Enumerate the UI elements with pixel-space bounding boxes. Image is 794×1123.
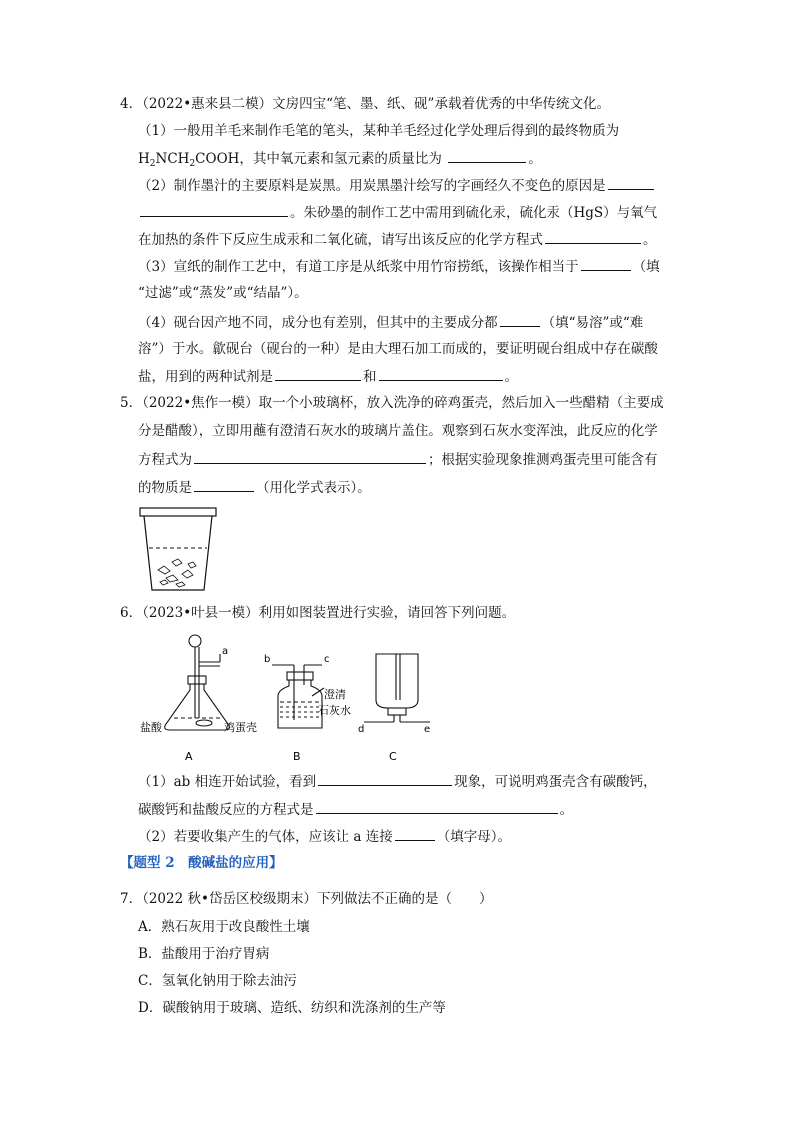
- answer-blank[interactable]: [379, 366, 503, 381]
- q5-line4: 的物质是 （用化学式表示）。: [138, 477, 371, 498]
- q7-stem: 7．（2022 秋•岱岳区校级期末）下列做法不正确的是（ ）: [120, 891, 493, 907]
- label-c: c: [324, 654, 330, 665]
- caption-A: A: [185, 750, 193, 763]
- label-d: d: [358, 724, 365, 735]
- label-b: b: [264, 654, 271, 665]
- section-heading: 【题型 2 酸碱盐的应用】: [120, 855, 283, 871]
- apparatus-figure: [132, 630, 452, 770]
- flask-A: [165, 635, 230, 730]
- answer-blank[interactable]: [316, 799, 558, 814]
- label-limewater-2: 石灰水: [318, 704, 351, 717]
- q4-part1-line2: $H_2NCH_2COOH$，其中氧元素和氢元素的质量比为 。: [138, 148, 542, 169]
- q4-part4-line1: （4）砚台因产地不同，成分也有差别，但其中的主要成分都 （填“易溶”或“难: [138, 312, 643, 333]
- q5-line2: 分是醋酸），立即用蘸有澄清石灰水的玻璃片盖住。观察到石灰水变浑浊，此反应的化学: [138, 423, 658, 439]
- q7-option-d[interactable]: D．碳酸钠用于玻璃、造纸、纺织和洗涤剂的生产等: [138, 1000, 446, 1016]
- caption-B: B: [293, 750, 301, 763]
- q4-part3-line2: “过滤”或“蒸发”或“结晶”）。: [138, 285, 308, 301]
- answer-blank[interactable]: [194, 449, 426, 464]
- q4-part2-line2: 。朱砂墨的制作工艺中需用到硫化汞，硫化汞（HgS）与氧气: [138, 202, 657, 223]
- answer-blank[interactable]: [395, 826, 435, 841]
- q4-part1-line1: （1）一般用羊毛来制作毛笔的笔头，某种羊毛经过化学处理后得到的最终物质为: [138, 123, 620, 139]
- bottle-C: [364, 654, 430, 722]
- label-limewater-1: 澄清: [324, 688, 346, 701]
- q7-option-b[interactable]: B．盐酸用于治疗胃病: [138, 946, 270, 962]
- q5-line1: 5．（2022•焦作一模）取一个小玻璃杯，放入洗净的碎鸡蛋壳，然后加入一些醋精（主要成: [120, 395, 664, 411]
- label-eggshell: 鸡蛋壳: [224, 721, 257, 734]
- answer-blank[interactable]: [318, 771, 452, 786]
- answer-blank[interactable]: [140, 202, 288, 217]
- q4-part2-line3: 在加热的条件下反应生成汞和二氧化硫，请写出该反应的化学方程式 。: [138, 229, 657, 250]
- answer-blank[interactable]: [608, 175, 654, 190]
- q4-part4-line3: 盐，用到的两种试剂是 和 。: [138, 366, 518, 387]
- label-a: a: [222, 646, 229, 657]
- q7-option-c[interactable]: C．氢氧化钠用于除去油污: [138, 973, 297, 989]
- q4-stem: 4．（2022•惠来县二模）文房四宝“笔、墨、纸、砚”承载着优秀的中华传统文化。: [120, 96, 610, 112]
- q4-part3-line1: （3）宣纸的制作工艺中，有道工序是从纸浆中用竹帘捞纸，该操作相当于 （填: [138, 256, 660, 277]
- answer-blank[interactable]: [500, 312, 540, 327]
- answer-blank[interactable]: [275, 366, 361, 381]
- answer-blank[interactable]: [194, 477, 254, 492]
- q4-part4-line2: 溶”）于水。歙砚台（砚台的一种）是由大理石加工而成的，要证明砚台组成中存在碳酸: [138, 341, 658, 357]
- label-hcl: 盐酸: [140, 721, 162, 734]
- q6-part2: （2）若要收集产生的气体，应该让 a 连接 （填字母）。: [138, 826, 511, 847]
- q4-part2-line1: （2）制作墨汁的主要原料是炭黑。用炭黑墨汁绘写的字画经久不变色的原因是: [138, 175, 656, 196]
- caption-C: C: [389, 750, 397, 763]
- q7-option-a[interactable]: A．熟石灰用于改良酸性土壤: [138, 919, 310, 935]
- q5-line3: 方程式为 ；根据实验现象推测鸡蛋壳里可能含有: [138, 449, 658, 470]
- q6-part1-line2: 碳酸钙和盐酸反应的方程式是 。: [138, 799, 573, 820]
- bottle-B: [272, 665, 324, 728]
- q6-stem: 6．（2023•叶县一模）利用如图装置进行实验，请回答下列问题。: [120, 605, 516, 621]
- label-e: e: [424, 724, 431, 735]
- q6-part1-line1: （1）ab 相连开始试验，看到 现象，可说明鸡蛋壳含有碳酸钙，: [138, 771, 657, 792]
- answer-blank[interactable]: [581, 256, 631, 271]
- answer-blank[interactable]: [448, 148, 526, 163]
- answer-blank[interactable]: [545, 229, 641, 244]
- glass-cup-figure: [136, 504, 220, 594]
